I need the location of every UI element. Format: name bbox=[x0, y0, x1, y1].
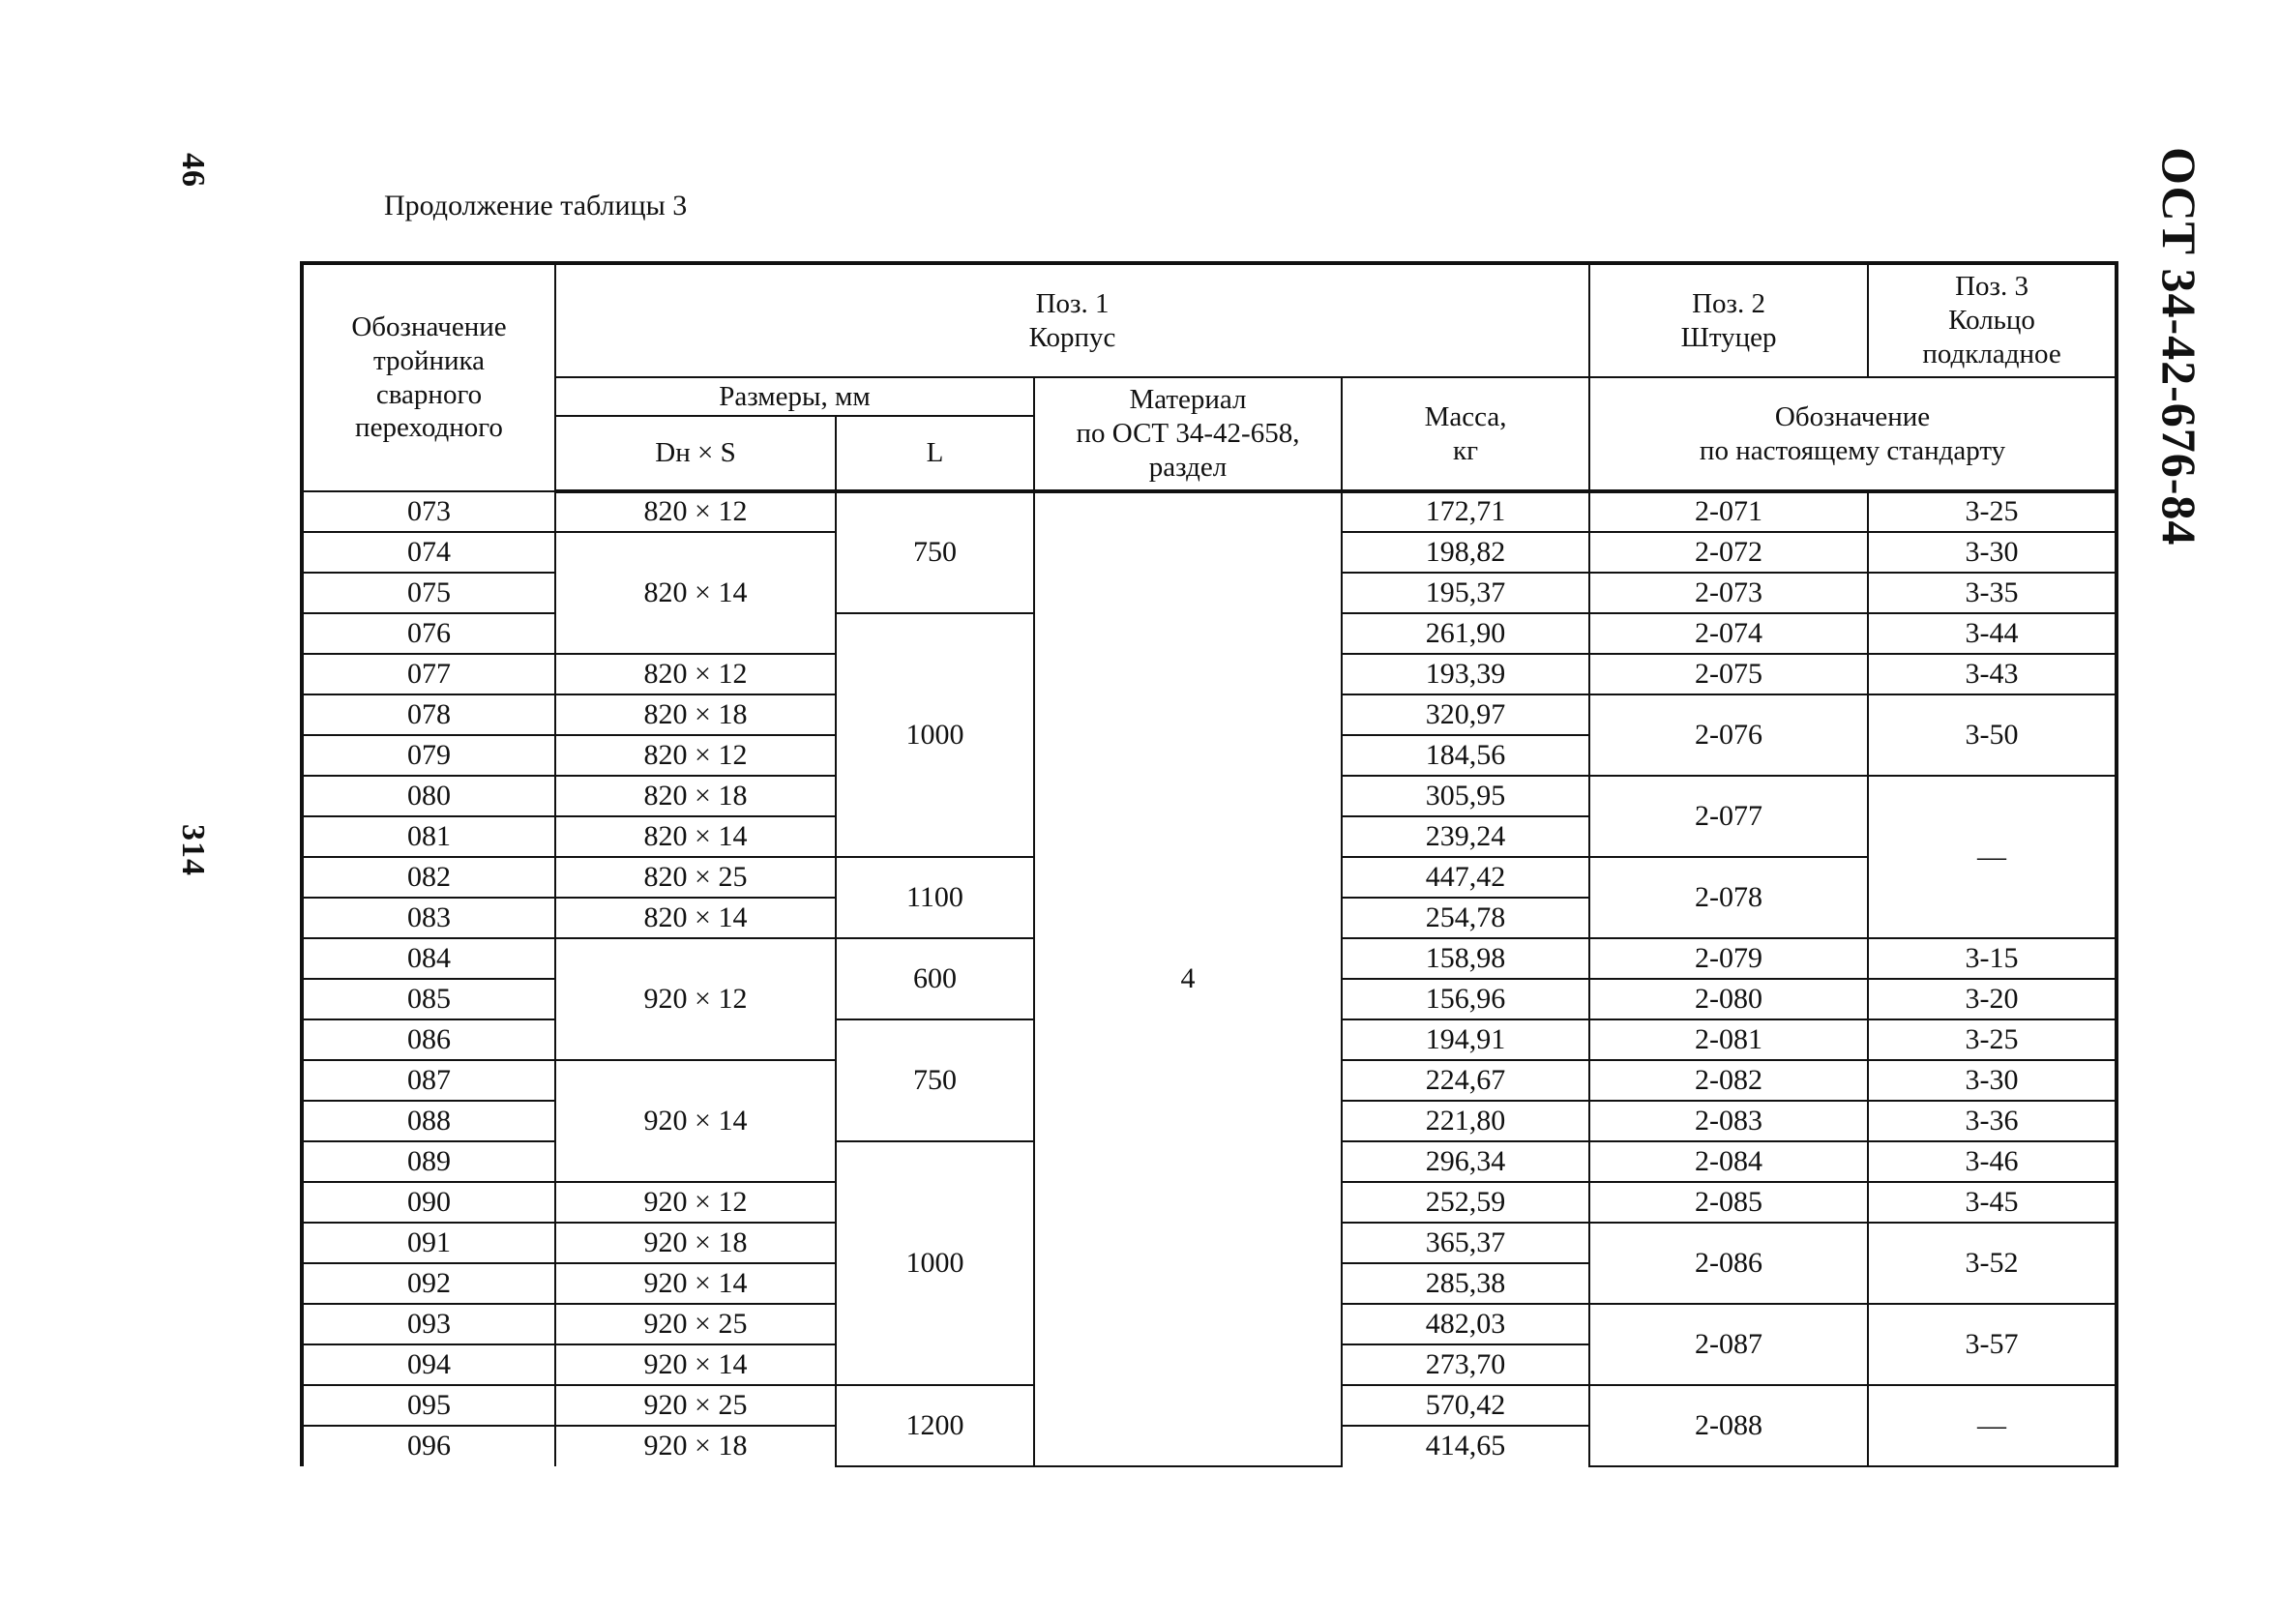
row-pos3: 3-50 bbox=[1868, 694, 2117, 776]
row-pos3: 3-43 bbox=[1868, 654, 2117, 694]
row-pos3: 3-35 bbox=[1868, 573, 2117, 613]
row-dn-s: 920 × 18 bbox=[555, 1223, 836, 1263]
row-mass: 482,03 bbox=[1342, 1304, 1589, 1344]
row-code: 080 bbox=[302, 776, 555, 816]
row-code: 095 bbox=[302, 1385, 555, 1426]
row-code: 074 bbox=[302, 532, 555, 573]
row-l: 750 bbox=[836, 1019, 1034, 1141]
row-pos2: 2-087 bbox=[1589, 1304, 1868, 1385]
row-dn-s: 920 × 25 bbox=[555, 1385, 836, 1426]
row-pos3: 3-25 bbox=[1868, 1019, 2117, 1060]
row-l: 1200 bbox=[836, 1385, 1034, 1466]
row-mass: 172,71 bbox=[1342, 491, 1589, 532]
header-material: Материал по ОСТ 34-42-658, раздел bbox=[1034, 377, 1342, 491]
row-code: 094 bbox=[302, 1344, 555, 1385]
header-designation: Обозначение тройника сварного переходного bbox=[302, 263, 555, 491]
row-mass: 447,42 bbox=[1342, 857, 1589, 898]
row-pos3: 3-44 bbox=[1868, 613, 2117, 654]
row-pos3: 3-57 bbox=[1868, 1304, 2117, 1385]
row-mass: 224,67 bbox=[1342, 1060, 1589, 1101]
row-mass: 156,96 bbox=[1342, 979, 1589, 1019]
row-dn-s: 820 × 14 bbox=[555, 898, 836, 938]
row-dn-s: 920 × 12 bbox=[555, 1182, 836, 1223]
row-code: 076 bbox=[302, 613, 555, 654]
header-mass: Масса, кг bbox=[1342, 377, 1589, 491]
row-l: 1100 bbox=[836, 857, 1034, 938]
row-pos2: 2-086 bbox=[1589, 1223, 1868, 1304]
row-code: 088 bbox=[302, 1101, 555, 1141]
row-pos2: 2-076 bbox=[1589, 694, 1868, 776]
row-code: 075 bbox=[302, 573, 555, 613]
header-l: L bbox=[836, 416, 1034, 491]
row-pos2: 2-081 bbox=[1589, 1019, 1868, 1060]
row-code: 082 bbox=[302, 857, 555, 898]
row-dn-s: 920 × 14 bbox=[555, 1060, 836, 1182]
row-code: 091 bbox=[302, 1223, 555, 1263]
row-l: 1000 bbox=[836, 613, 1034, 857]
row-code: 089 bbox=[302, 1141, 555, 1182]
row-mass: 195,37 bbox=[1342, 573, 1589, 613]
header-dn-s: Dн × S bbox=[555, 416, 836, 491]
row-mass: 254,78 bbox=[1342, 898, 1589, 938]
header-pos3: Поз. 3 Кольцо подкладное bbox=[1868, 263, 2117, 377]
page-number: 46 bbox=[175, 153, 211, 188]
row-dn-s: 920 × 14 bbox=[555, 1263, 836, 1304]
row-pos2: 2-085 bbox=[1589, 1182, 1868, 1223]
row-dn-s: 820 × 25 bbox=[555, 857, 836, 898]
row-code: 073 bbox=[302, 491, 555, 532]
row-pos2: 2-074 bbox=[1589, 613, 1868, 654]
row-pos2: 2-071 bbox=[1589, 491, 1868, 532]
row-pos2: 2-077 bbox=[1589, 776, 1868, 857]
row-pos3: 3-15 bbox=[1868, 938, 2117, 979]
row-mass: 365,37 bbox=[1342, 1223, 1589, 1263]
row-code: 077 bbox=[302, 654, 555, 694]
header-designation-standard: Обозначение по настоящему стандарту bbox=[1589, 377, 2117, 491]
row-mass: 221,80 bbox=[1342, 1101, 1589, 1141]
row-dn-s: 820 × 12 bbox=[555, 491, 836, 532]
row-pos3: 3-36 bbox=[1868, 1101, 2117, 1141]
standard-designation: ОСТ 34-42-676-84 bbox=[2152, 147, 2206, 546]
row-pos2: 2-075 bbox=[1589, 654, 1868, 694]
row-mass: 273,70 bbox=[1342, 1344, 1589, 1385]
row-pos2: 2-072 bbox=[1589, 532, 1868, 573]
row-code: 084 bbox=[302, 938, 555, 979]
row-pos2: 2-088 bbox=[1589, 1385, 1868, 1466]
row-pos3: 3-30 bbox=[1868, 532, 2117, 573]
row-code: 086 bbox=[302, 1019, 555, 1060]
row-pos3: 3-45 bbox=[1868, 1182, 2117, 1223]
row-code: 081 bbox=[302, 816, 555, 857]
row-mass: 194,91 bbox=[1342, 1019, 1589, 1060]
row-pos3: 3-52 bbox=[1868, 1223, 2117, 1304]
row-mass: 184,56 bbox=[1342, 735, 1589, 776]
row-pos2: 2-073 bbox=[1589, 573, 1868, 613]
specification-table bbox=[300, 261, 2118, 1467]
row-pos3: 3-46 bbox=[1868, 1141, 2117, 1182]
row-dn-s: 920 × 18 bbox=[555, 1426, 836, 1466]
row-code: 085 bbox=[302, 979, 555, 1019]
row-l: 750 bbox=[836, 491, 1034, 613]
row-mass: 261,90 bbox=[1342, 613, 1589, 654]
row-mass: 193,39 bbox=[1342, 654, 1589, 694]
row-code: 087 bbox=[302, 1060, 555, 1101]
row-code: 096 bbox=[302, 1426, 555, 1466]
row-dn-s: 820 × 12 bbox=[555, 735, 836, 776]
row-code: 078 bbox=[302, 694, 555, 735]
row-dn-s: 820 × 18 bbox=[555, 694, 836, 735]
row-l: 1000 bbox=[836, 1141, 1034, 1385]
row-mass: 252,59 bbox=[1342, 1182, 1589, 1223]
row-code: 093 bbox=[302, 1304, 555, 1344]
row-pos3: — bbox=[1868, 1385, 2117, 1466]
row-mass: 570,42 bbox=[1342, 1385, 1589, 1426]
row-mass: 198,82 bbox=[1342, 532, 1589, 573]
row-mass: 285,38 bbox=[1342, 1263, 1589, 1304]
row-pos2: 2-080 bbox=[1589, 979, 1868, 1019]
row-code: 090 bbox=[302, 1182, 555, 1223]
row-mass: 305,95 bbox=[1342, 776, 1589, 816]
row-mass: 414,65 bbox=[1342, 1426, 1589, 1466]
row-pos2: 2-083 bbox=[1589, 1101, 1868, 1141]
table-row bbox=[302, 491, 2117, 532]
row-pos3: 3-20 bbox=[1868, 979, 2117, 1019]
row-dn-s: 920 × 14 bbox=[555, 1344, 836, 1385]
row-pos2: 2-079 bbox=[1589, 938, 1868, 979]
row-dn-s: 920 × 25 bbox=[555, 1304, 836, 1344]
row-dn-s: 920 × 12 bbox=[555, 938, 836, 1060]
row-pos3: 3-25 bbox=[1868, 491, 2117, 532]
row-dn-s: 820 × 18 bbox=[555, 776, 836, 816]
row-pos2: 2-082 bbox=[1589, 1060, 1868, 1101]
row-dn-s: 820 × 12 bbox=[555, 654, 836, 694]
header-pos2: Поз. 2 Штуцер bbox=[1589, 263, 1868, 377]
row-material: 4 bbox=[1034, 491, 1342, 1466]
row-dn-s: 820 × 14 bbox=[555, 816, 836, 857]
row-pos3: 3-30 bbox=[1868, 1060, 2117, 1101]
table-caption: Продолжение таблицы 3 bbox=[384, 190, 688, 221]
row-mass: 296,34 bbox=[1342, 1141, 1589, 1182]
row-pos2: 2-084 bbox=[1589, 1141, 1868, 1182]
row-mass: 320,97 bbox=[1342, 694, 1589, 735]
header-pos1: Поз. 1 Корпус bbox=[555, 263, 1589, 377]
row-pos3: — bbox=[1868, 776, 2117, 938]
row-code: 083 bbox=[302, 898, 555, 938]
row-code: 092 bbox=[302, 1263, 555, 1304]
sheet-number: 314 bbox=[175, 824, 211, 876]
row-mass: 158,98 bbox=[1342, 938, 1589, 979]
row-dn-s: 820 × 14 bbox=[555, 532, 836, 654]
row-l: 600 bbox=[836, 938, 1034, 1019]
row-pos2: 2-078 bbox=[1589, 857, 1868, 938]
row-code: 079 bbox=[302, 735, 555, 776]
header-dimensions: Размеры, мм bbox=[555, 377, 1034, 416]
row-mass: 239,24 bbox=[1342, 816, 1589, 857]
